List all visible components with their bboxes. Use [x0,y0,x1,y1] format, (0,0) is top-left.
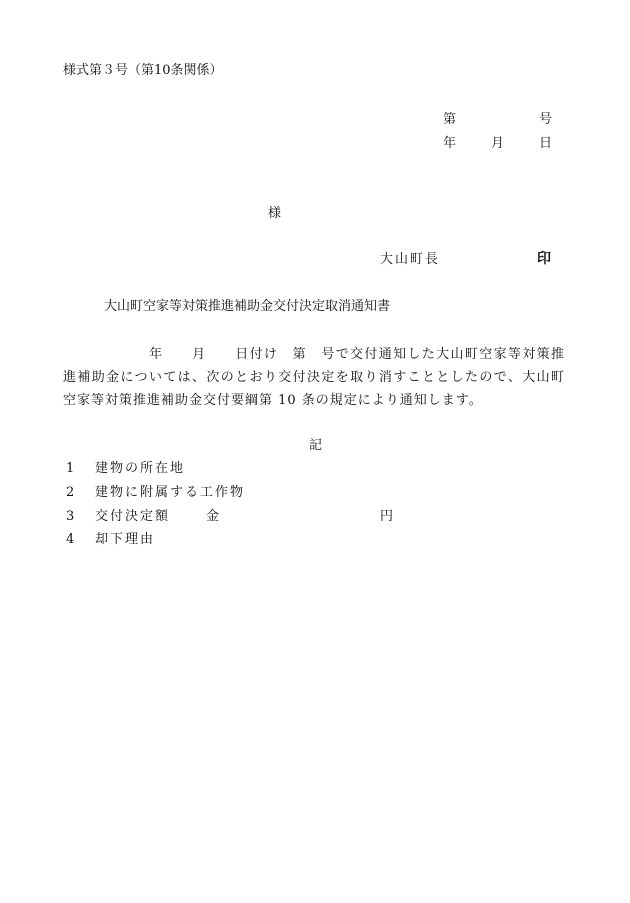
date-day: 日 [539,136,553,151]
item-3-kin: 金 [206,509,220,524]
doc-number-dai: 第 [443,112,457,127]
addressee-suffix: 様 [268,206,282,221]
item-4-number: 4 [66,532,75,547]
body-paragraph: 年 月 日付け 第 号で交付通知した大山町空家等対策推進補助金については、次のとおり交付決定を取り消すこととしたので、大山町空家等対策推進補助金交付要綱第 10 条の規定により通知します。 [63,347,565,408]
date-year: 年 [443,136,457,151]
item-3-label: 交付決定額 [95,509,171,524]
doc-number-go: 号 [539,112,553,127]
ki-heading: 記 [309,438,323,453]
date-month: 月 [491,136,505,151]
form-label: 様式第３号（第10条関係） [63,63,223,78]
item-1-label: 建物の所在地 [95,461,186,476]
item-1-number: 1 [66,461,75,476]
item-2-label: 建物に附属する工作物 [95,485,246,500]
item-3-number: 3 [66,509,75,524]
item-4-label: 却下理由 [95,532,156,547]
item-3-en: 円 [380,509,394,524]
item-2-number: 2 [66,485,75,500]
document-title: 大山町空家等対策推進補助金交付決定取消通知書 [104,299,391,314]
issuer-title: 大山町長 [380,252,441,267]
seal-mark: 印 [537,251,551,267]
